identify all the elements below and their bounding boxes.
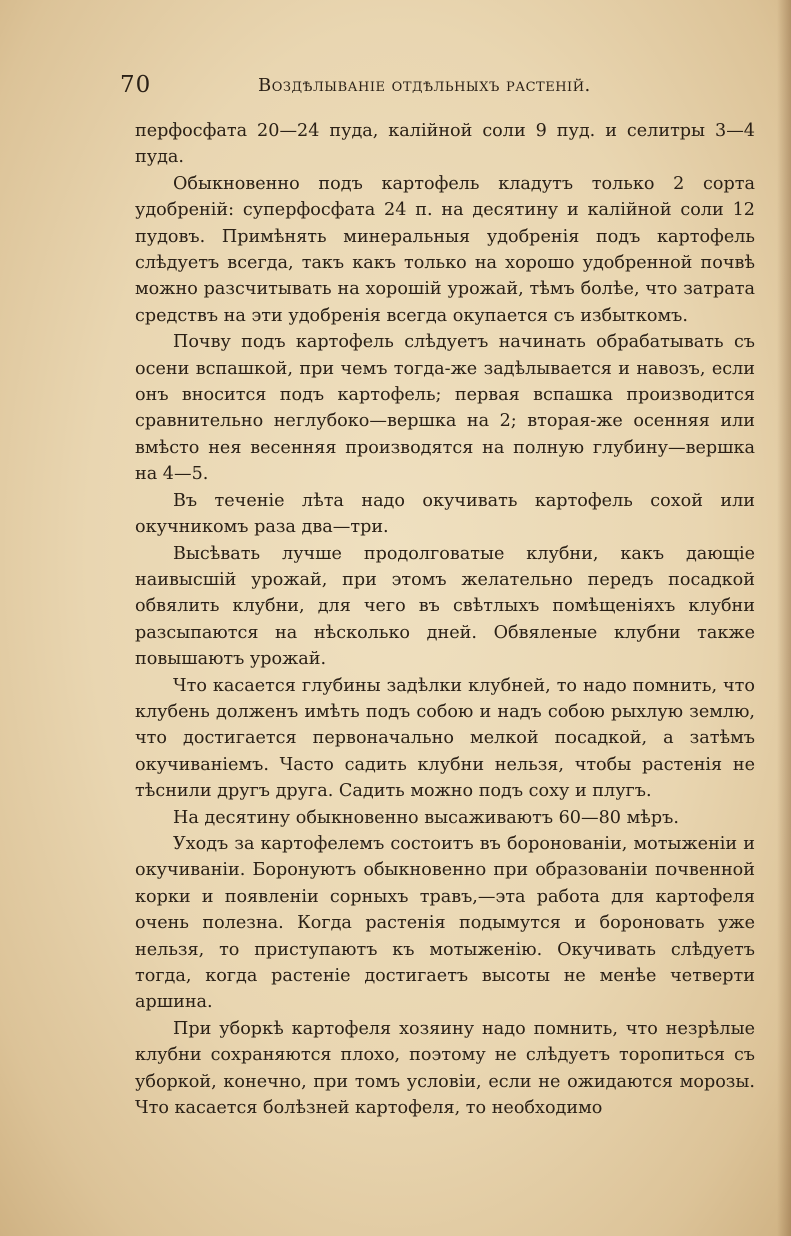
paragraph-planting-depth: Что касается глубины задѣлки клубней, то надо помнить, что клубень долженъ имѣть подъ собою и надъ собою рыхлую землю, что достигается первоначально мелкой посадкой, а затѣмъ окучиваніемъ. Часто садить клубни нельзя, чтобы растенія не тѣснили другъ друга. Садить можно подъ соху и плугъ.: [135, 675, 755, 802]
paragraph-harvest: При уборкѣ картофеля хозяину надо помнить, что незрѣлые клубни сохраняются плохо, поэтому не слѣдуетъ торопиться съ уборкой, конечно, при томъ условіи, если не ожидаются морозы. Что касается болѣзней картофеля, то необходимо: [135, 1018, 755, 1119]
paragraph-soil-tillage: Почву подъ картофель слѣдуетъ начинать обрабатывать съ осени вспашкой, при чемъ тогда-же задѣлывается и навозъ, если онъ вносится подъ картофель; первая вспашка производится сравнительно неглубоко—вершка на 2; вторая-же осенняя или вмѣсто нея весенняя производятся на полную глубину—вершка на 4—5.: [135, 332, 755, 485]
paragraph-care: Уходъ за картофелемъ состоитъ въ боронованіи, мотыженіи и окучиваніи. Боронуютъ обыкновенно при образованіи почвенной корки и появленіи сорныхъ травъ,—эта работа для картофеля очень полезна. Когда растенія подымутся и бороновать уже нельзя, то приступаютъ къ мотыженію. Окучивать слѣдуетъ тогда, когда растеніе достигаетъ высоты не менѣе четверти аршина.: [135, 833, 755, 1013]
page-header: [120, 72, 640, 102]
paragraph-seed-tubers: Высѣвать лучше продолговатые клубни, какъ дающіе наивысшій урожай, при этомъ желательно передъ посадкой обвялить клубни, для чего въ свѣтлыхъ помѣщеніяхъ клубни разсыпаются на нѣсколько дней. Обвяленые клубни также повышаютъ урожай.: [135, 543, 755, 670]
paragraph-continuation: перфосфата 20—24 пуда, калійной соли 9 пуд. и селитры 3—4 пуда.: [135, 121, 755, 168]
body-text: [135, 118, 755, 1121]
page-number: 70: [120, 72, 152, 98]
running-title: Воздѣлываніе отдѣльныхъ растеній.: [258, 75, 591, 96]
paragraph-planting-rate: На десятину обыкновенно высаживаютъ 60—80 мѣръ.: [173, 807, 679, 828]
page-edge-shadow: [777, 0, 791, 1236]
paragraph-fertilizer: Обыкновенно подъ картофель кладутъ только 2 сорта удобреній: суперфосфата 24 п. на десятину и калійной соли 12 пудовъ. Примѣнять минеральныя удобренія подъ картофель слѣдуетъ всегда, такъ какъ только на хорошо удобренной почвѣ можно разсчитывать на хорошій урожай, тѣмъ болѣе, что затрата средствъ на эти удобренія всегда окупается съ избыткомъ.: [135, 173, 755, 326]
paragraph-hilling: Въ теченіе лѣта надо окучивать картофель сохой или окучникомъ раза два—три.: [135, 490, 755, 538]
